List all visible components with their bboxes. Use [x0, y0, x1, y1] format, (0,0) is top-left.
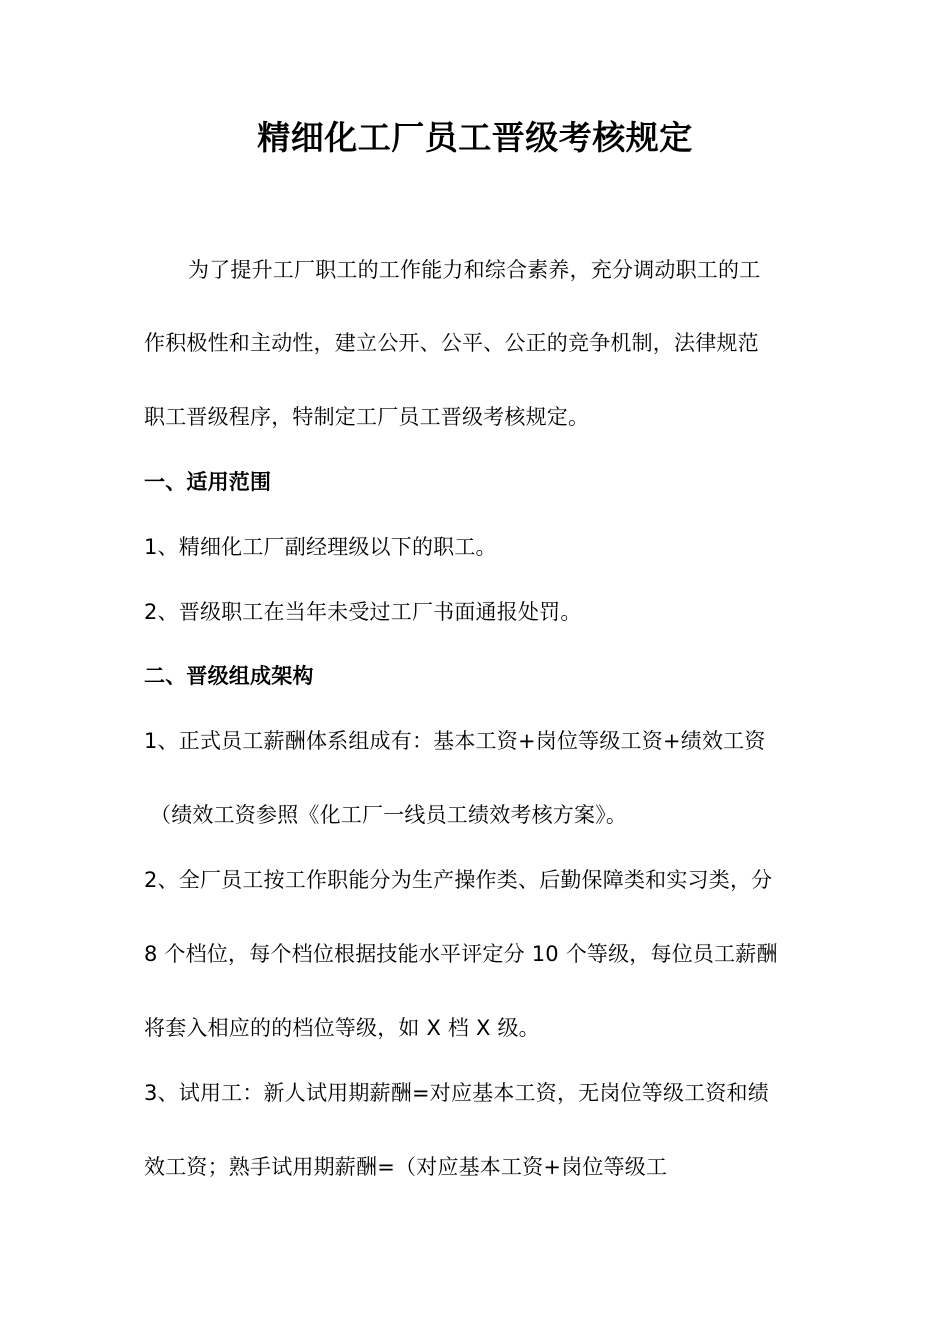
section-heading-scope: 一、适用范围: [144, 470, 272, 494]
list-item-continuation: 效工资；熟手试用期薪酬=（对应基本工资+岗位等级工: [144, 1155, 668, 1179]
document-title: 精细化工厂员工晋级考核规定: [257, 118, 693, 157]
list-item-continuation: 8 个档位，每个档位根据技能水平评定分 10 个等级，每位员工薪酬: [144, 942, 778, 966]
list-item-continuation: 将套入相应的的档位等级，如 X 档 X 级。: [144, 1016, 540, 1040]
list-item: 2、晋级职工在当年未受过工厂书面通报处罚。: [144, 600, 582, 624]
paragraph-line: 作积极性和主动性，建立公开、公平、公正的竞争机制，法律规范: [144, 331, 759, 355]
paragraph-line: 为了提升工厂职工的工作能力和综合素养，充分调动职工的工: [188, 258, 761, 282]
list-item: 3、试用工：新人试用期薪酬=对应基本工资，无岗位等级工资和绩: [144, 1081, 769, 1105]
section-heading-structure: 二、晋级组成架构: [144, 664, 314, 688]
paragraph-line: 职工晋级程序，特制定工厂员工晋级考核规定。: [144, 405, 590, 429]
list-item: 1、精细化工厂副经理级以下的职工。: [144, 535, 497, 559]
list-item-continuation: （绩效工资参照《化工厂一线员工绩效考核方案》。: [150, 803, 628, 827]
list-item: 1、正式员工薪酬体系组成有：基本工资+岗位等级工资+绩效工资: [144, 729, 766, 753]
list-item: 2、全厂员工按工作职能分为生产操作类、后勤保障类和实习类，分: [144, 868, 773, 892]
